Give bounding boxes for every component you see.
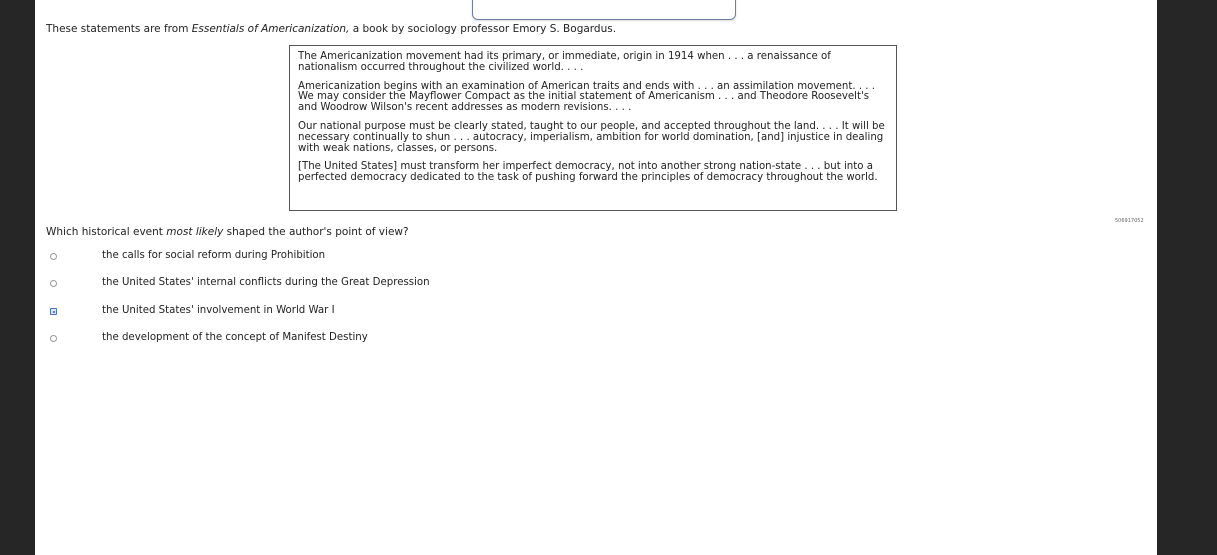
- right-margin: [1157, 0, 1217, 555]
- choice-label[interactable]: the development of the concept of Manifest Destiny: [102, 332, 368, 343]
- radio-button-a[interactable]: [50, 253, 57, 260]
- quote-paragraph: The Americanization movement had its primary, or immediate, origin in 1914 when . . . a renaissance of nationalism occurred throughout the civilized world. . . .: [298, 51, 831, 73]
- question-stem: [46, 226, 409, 238]
- question-emphasis: most likely: [166, 226, 224, 238]
- passage-intro: [46, 23, 616, 35]
- answer-choice-c[interactable]: [46, 305, 646, 321]
- item-id: 506917052: [1115, 218, 1144, 224]
- left-margin: [0, 0, 35, 555]
- top-tab[interactable]: [472, 0, 736, 20]
- radio-button-c-selected[interactable]: [50, 308, 57, 315]
- choice-label[interactable]: the United States' internal conflicts during the Great Depression: [102, 277, 430, 288]
- question-pre: Which historical event: [46, 226, 167, 238]
- answer-choice-d[interactable]: [46, 332, 646, 348]
- intro-pre: These statements are from: [46, 23, 192, 35]
- radio-button-d[interactable]: [50, 335, 57, 342]
- answer-choice-b[interactable]: [46, 277, 646, 293]
- passage-quote-box: [289, 45, 897, 211]
- intro-post: a book by sociology professor Emory S. Bogardus.: [349, 23, 617, 35]
- quote-paragraph: Americanization begins with an examination of American traits and ends with . . . an assimilation movement. . . . We may consider the Mayflower Compact as the initial statement of Americanism . . . and Theodore Roosevelt's and Woodrow Wilson's recent addresses as modern revisions. . . .: [298, 80, 876, 114]
- radio-button-b[interactable]: [50, 280, 57, 287]
- book-title: Essentials of Americanization,: [191, 23, 350, 35]
- answer-choice-a[interactable]: [46, 250, 646, 266]
- choice-label[interactable]: the calls for social reform during Prohibition: [102, 250, 326, 261]
- test-page: [35, 0, 1157, 555]
- question-post: shaped the author's point of view?: [223, 226, 409, 238]
- quote-paragraph: Our national purpose must be clearly stated, taught to our people, and accepted throughout the land. . . . It will be necessary continually to shun . . . autocracy, imperialism, ambition for world domination, [and] injustice in dealing with weak nations, classes, or persons.: [298, 120, 885, 154]
- quote-paragraph: [The United States] must transform her imperfect democracy, not into another strong nation-state . . . but into a perfected democracy dedicated to the task of pushing forward the principles of democracy throughout the world.: [298, 161, 878, 184]
- choice-label[interactable]: the United States' involvement in World War I: [102, 305, 335, 316]
